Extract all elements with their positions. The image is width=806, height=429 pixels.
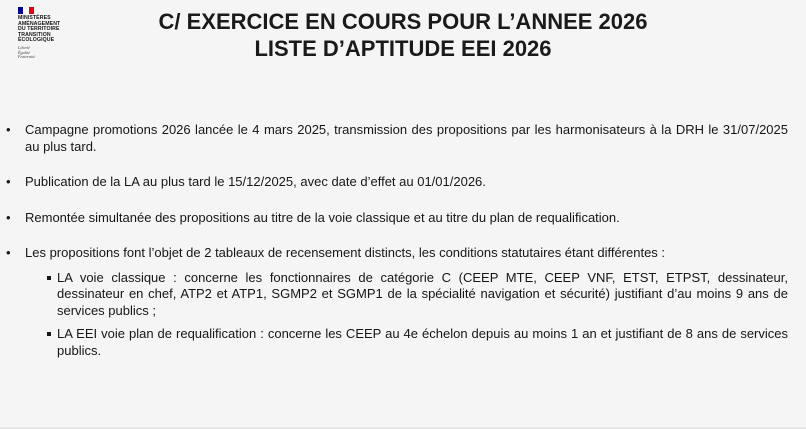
slide-title (0, 8, 806, 62)
title-line-2: LISTE D’APTITUDE EEI 2026 (254, 36, 552, 61)
sub-bullet-requalification: LA EEI voie plan de requalification : concerne les CEEP au 4e échelon depuis au moins 1 an et justifiant de 8 ans de services publics. (47, 326, 788, 359)
sub-bullet-classic-route: LA voie classique : concerne les fonctionnaires de catégorie C (CEEP MTE, CEEP VNF, ETST, ETPST, dessinateur, dessinateur en chef, ATP2 et ATP1, SGMP2 et SGMP1 de la spécialité navigation et sécurité) justifiant d’au moins 9 ans de services publics ; (47, 270, 788, 320)
bullet-publication: • Publication de la LA au plus tard le 15/12/2025, avec date d’effet au 01/01/2026. (6, 174, 788, 191)
bullet-two-tables: • Les propositions font l’objet de 2 tableaux de recensement distincts, les conditions statutaires étant différentes : (6, 245, 788, 262)
bullet-campaign: • Campagne promotions 2026 lancée le 4 mars 2025, transmission des propositions par les harmonisateurs à la DRH le 31/07/2025 au plus tard. (6, 122, 788, 155)
ministry-name: MINISTÈRES AMÉNAGEMENT DU TERRITOIRE TRANSITION ÉCOLOGIQUE (18, 15, 61, 44)
bullet-list (6, 122, 788, 366)
bullet-simultaneous-proposals: • Remontée simultanée des propositions au titre de la voie classique et au titre du plan de requalification. (6, 210, 788, 227)
republic-motto: Liberté Égalité Fraternité (18, 44, 36, 60)
title-line-1: C/ EXERCICE EN COURS POUR L’ANNEE 2026 (158, 9, 648, 34)
